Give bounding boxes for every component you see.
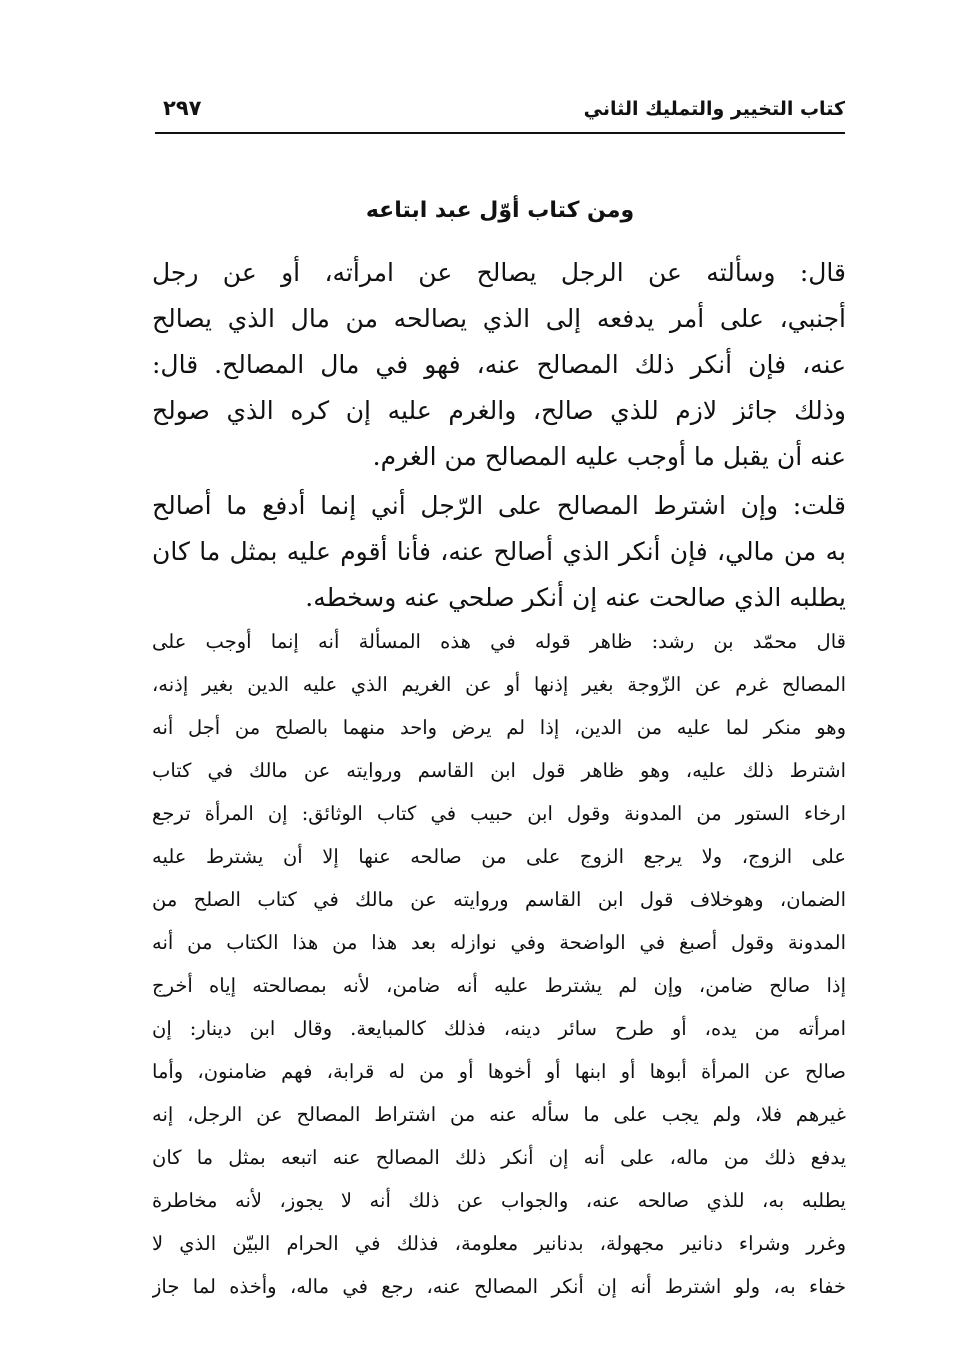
text-line: قال محمّد بن رشد: ظاهر قوله في هذه المسألة أنه إنما أوجب على [152, 630, 846, 653]
text-line: يطلبه الذي صالحت عنه إن أنكر صلحي عنه وسخطه. [305, 583, 846, 612]
text-line: المدونة وقول أصبغ في الواضحة وفي نوازله بعد هذا من هذا الكتاب من أنه [152, 931, 846, 954]
section-title: ومن كتاب أوّل عبد ابتاعه [365, 198, 635, 223]
text-line: امرأته من يده، أو طرح سائر دينه، فذلك كالمبايعة. وقال ابن دينار: إن [152, 1017, 846, 1040]
text-line: المصالح غرم عن الزّوجة بغير إذنها أو عن الغريم الذي عليه الدين بغير إذنه، [152, 673, 846, 696]
text-line: خفاء به، ولو اشترط أنه إن أنكر المصالح عنه، رجع في ماله، وأخذه لما جاز [152, 1275, 846, 1298]
page-number: ٢٩٧ [163, 96, 202, 120]
text-line: اشترط ذلك عليه، وهو ظاهر قول ابن القاسم وروايته عن مالك في كتاب [152, 759, 846, 782]
text-line: وذلك جائز لازم للذي صالح، والغرم عليه إن كره الذي صولح [152, 396, 846, 425]
text-line: على الزوج، ولا يرجع الزوج على من صالحه عنها إلا أن يشترط عليه [152, 845, 846, 868]
text-line: يدفع ذلك من ماله، على أنه إن أنكر ذلك المصالح عنه اتبعه بمثل ما كان [152, 1146, 846, 1169]
text-line: عنه، فإن أنكر ذلك المصالح عنه، فهو في مال المصالح. قال: [152, 350, 846, 379]
text-line: يطلبه به، للذي صالحه عنه، والجواب عن ذلك أنه لا يجوز، لأنه مخاطرة [152, 1189, 846, 1212]
text-line: قال: وسألته عن الرجل يصالح عن امرأته، أو عن رجل [152, 258, 846, 287]
text-line: صالح عن المرأة أبوها أو ابنها أو أخوها أو من له قرابة، فهم ضامنون، وأما [152, 1060, 846, 1083]
running-title: كتاب التخيير والتمليك الثاني [583, 98, 845, 120]
text-line: به من مالي، فإن أنكر الذي أصالح عنه، فأنا أقوم عليه بمثل ما كان [152, 537, 846, 566]
text-line: ارخاء الستور من المدونة وقول ابن حبيب في كتاب الوثائق: إن المرأة ترجع [152, 802, 846, 825]
text-line: وهو منكر لما عليه من الدين، إذا لم يرض واحد منهما بالصلح من أجل أنه [152, 716, 846, 739]
text-line: عنه أن يقبل ما أوجب عليه المصالح من الغرم. [372, 442, 846, 471]
commentary-text [152, 620, 846, 1308]
text-line: غيرهم فلا، ولم يجب على ما سأله عنه من اشتراط المصالح عن الرجل، إنه [152, 1103, 846, 1126]
page-header [155, 96, 845, 134]
text-line: وغرر وشراء دنانير مجهولة، بدنانير معلومة، فذلك في الحرام البيّن الذي لا [152, 1232, 846, 1255]
text-line: أجنبي، على أمر يدفعه إلى الذي يصالحه من مال الذي يصالح [152, 304, 846, 333]
text-line: قلت: وإن اشترط المصالح على الرّجل أني إنما أدفع ما أصالح [152, 491, 846, 520]
text-line: إذا صالح ضامن، وإن لم يشترط عليه أنه ضامن، لأنه بمصالحته إياه أخرج [152, 974, 846, 997]
main-text [152, 250, 846, 621]
text-line: الضمان، وهوخلاف قول ابن القاسم وروايته عن مالك في كتاب الصلح من [152, 888, 846, 911]
